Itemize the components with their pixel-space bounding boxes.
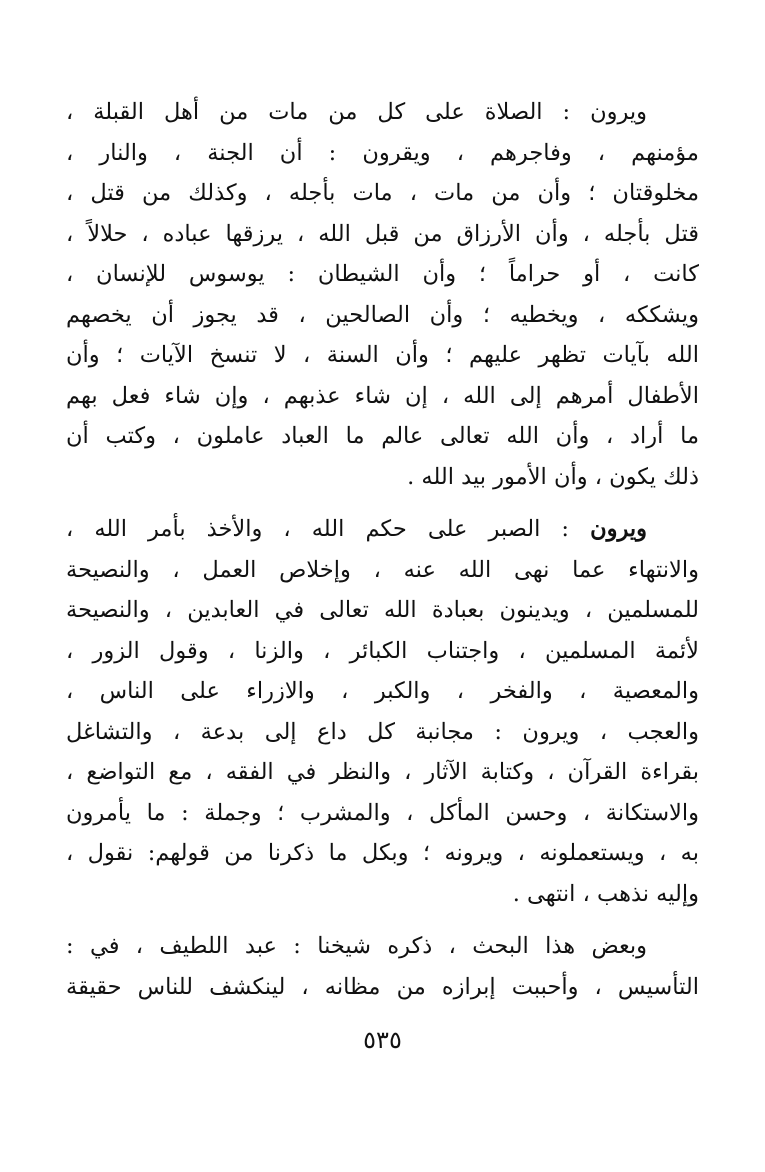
text-line: بقراءة القرآن ، وكتابة الآثار ، والنظر في الفقه ، مع التواضع ، (66, 759, 699, 785)
text-line: والانتهاء عما نهى الله عنه ، وإخلاص العمل ، والنصيحة (66, 556, 699, 583)
text-line (66, 509, 699, 550)
paragraph-3 (66, 926, 699, 1007)
text-line: للمسلمين ، ويدينون بعبادة الله تعالى في العابدين ، والنصيحة (66, 597, 699, 623)
text-line: ما أراد ، وأن الله تعالى عالم ما العباد عاملون ، وكتب أن (66, 423, 699, 449)
text-line: والمعصية ، والفخر ، والكبر ، والازراء على الناس ، (66, 678, 699, 704)
text-line: ويشككه ، ويخطيه ؛ وأن الصالحين ، قد يجوز أن يخصهم (66, 301, 699, 328)
text-line: مخلوقتان ؛ وأن من مات ، مات بأجله ، وكذلك من قتل ، (66, 180, 699, 206)
paragraph-1 (66, 92, 699, 497)
text-line: ويرون : الصلاة على كل من مات من أهل القبلة ، (66, 99, 647, 125)
text-line: ذلك يكون ، وأن الأمور بيد الله . (407, 463, 699, 490)
text-line: والاستكانة ، وحسن المأكل ، والمشرب ؛ وجملة : ما يأمرون (66, 799, 699, 826)
page-number: ٥٣٥ (363, 1026, 402, 1054)
paragraph-2 (66, 509, 699, 914)
text-line: مؤمنهم ، وفاجرهم ، ويقرون : أن الجنة ، والنار ، (66, 139, 699, 166)
text-line: قتل بأجله ، وأن الأرزاق من قبل الله ، يرزقها عباده ، حلالاً ، (66, 220, 699, 247)
text-line: الأطفال أمرهم إلى الله ، إن شاء عذبهم ، وإن شاء فعل بهم (66, 382, 699, 409)
text-line: وبعض هذا البحث ، ذكره شيخنا : عبد اللطيف ، في : (66, 933, 647, 959)
bold-lead-word: ويرون (590, 516, 647, 542)
text-line-rest: : الصبر على حكم الله ، والأخذ بأمر الله ، (66, 516, 591, 542)
text-line: لأئمة المسلمين ، واجتناب الكبائر ، والزنا ، وقول الزور ، (66, 637, 699, 664)
page-body (66, 92, 699, 1007)
text-line: وإليه نذهب ، انتهى . (512, 880, 699, 907)
text-line: الله بآيات تظهر عليهم ؛ وأن السنة ، لا تنسخ الآيات ؛ وأن (66, 342, 699, 368)
text-line: به ، ويستعملونه ، ويرونه ؛ وبكل ما ذكرنا من قولهم: نقول ، (66, 840, 699, 866)
text-line: التأسيس ، وأحببت إبرازه من مظانه ، لينكشف للناس حقيقة (66, 973, 699, 1000)
text-line: كانت ، أو حراماً ؛ وأن الشيطان : يوسوس للإنسان ، (66, 261, 699, 287)
text-line: والعجب ، ويرون : مجانبة كل داع إلى بدعة ، والتشاغل (66, 718, 699, 745)
